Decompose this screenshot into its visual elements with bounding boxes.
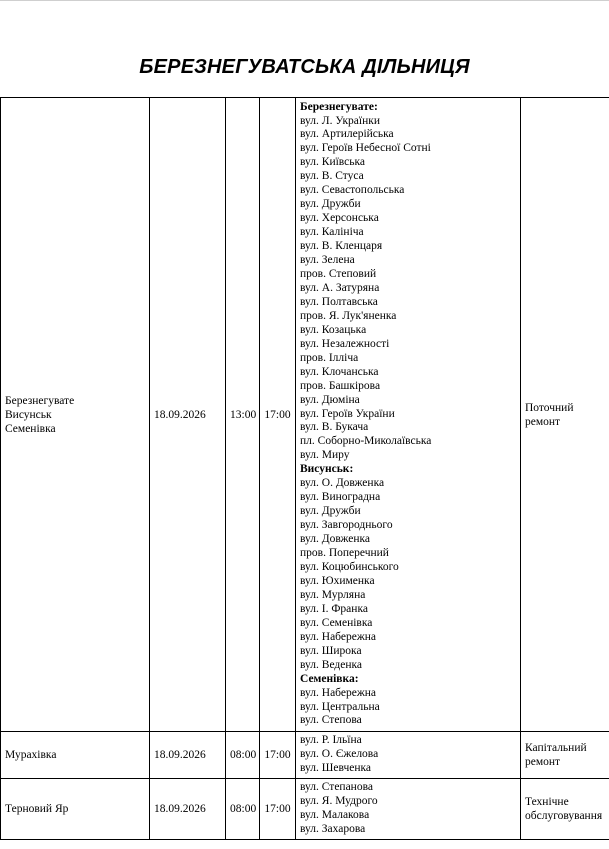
start-time-cell: 08:00 [226, 732, 260, 779]
street-item: вул. А. Затуряна [300, 281, 380, 294]
street-item: вул. Мурляна [300, 588, 366, 601]
end-time-cell: 17:00 [260, 732, 296, 779]
street-item: вул. В. Кленцаря [300, 240, 383, 253]
settlement-name: Семенівка [5, 422, 56, 435]
end-time-cell: 17:00 [260, 779, 296, 840]
street-item: пров. Я. Лук'яненка [300, 309, 397, 322]
streets-cell [296, 732, 521, 779]
street-item: вул. Калініча [300, 226, 364, 239]
street-item: вул. Малакова [300, 809, 370, 821]
date-cell: 18.09.2026 [150, 98, 226, 732]
street-item: вул. Зелена [300, 254, 355, 267]
outage-schedule-table [0, 97, 609, 840]
work-type-cell: Капітальний ремонт [521, 732, 609, 779]
settlements-cell [1, 779, 150, 840]
street-item: вул. Набережна [300, 686, 377, 699]
street-item: пров. Башкірова [300, 379, 381, 392]
street-item: пров. Ілліча [300, 351, 359, 364]
street-item: вул. Набережна [300, 630, 377, 643]
street-item: вул. Юхименка [300, 574, 375, 587]
street-item: вул. Херсонська [300, 212, 379, 225]
date-cell: 18.09.2026 [150, 732, 226, 779]
street-item: вул. Артилерійська [300, 128, 394, 141]
end-time-cell: 17:00 [260, 98, 296, 732]
settlement-block-heading: Висунськ : [300, 463, 516, 477]
settlements-cell [1, 98, 150, 732]
street-item: вул. О. Довженка [300, 477, 385, 490]
street-item: вул. Завгороднього [300, 519, 393, 532]
street-item: вул. Шевченка [300, 761, 372, 774]
street-item: вул. Севастопольська [300, 184, 405, 197]
work-type-cell: Поточний ремонт [521, 98, 609, 732]
street-item: вул. Полтавська [300, 295, 378, 308]
street-item: вул. Семенівка [300, 616, 373, 629]
street-item: вул. Степова [300, 714, 362, 727]
date-cell: 18.09.2026 [150, 779, 226, 840]
work-type-cell: Технічне обслуговування [521, 779, 609, 840]
page-title: БЕРЕЗНЕГУВАТСЬКА ДІЛЬНИЦЯ [139, 56, 470, 78]
street-item: вул. Центральна [300, 700, 380, 713]
street-item: пров. Поперечний [300, 547, 389, 560]
street-item: вул. Київська [300, 156, 366, 169]
street-item: вул. Л. Українки [300, 114, 380, 127]
settlement-name: Березнегувате [5, 394, 75, 407]
street-item: вул. Миру [300, 449, 350, 462]
street-item: вул. В. Стуса [300, 170, 364, 183]
streets-cell [296, 98, 521, 732]
street-item: вул. Незалежності [300, 337, 390, 350]
street-item: вул. В. Букача [300, 421, 369, 434]
street-item: вул. Дюміна [300, 393, 360, 406]
settlement-name: Терновий Яр [5, 803, 69, 815]
street-item: вул. Козацька [300, 323, 367, 336]
street-item: вул. Захарова [300, 822, 366, 835]
street-item: вул. І. Франка [300, 602, 368, 615]
street-item: вул. Широка [300, 644, 362, 657]
page-top-border [0, 0, 609, 1]
street-item: вул. Героїв України [300, 407, 395, 420]
street-item: вул. Степанова [300, 781, 373, 794]
settlement-block-heading: Семенівка : [300, 673, 516, 687]
start-time-cell: 08:00 [226, 779, 260, 840]
street-item: вул. Довженка [300, 533, 371, 546]
street-item: пл. Соборно-Миколаївська [300, 435, 432, 448]
table-row [1, 98, 609, 732]
streets-cell [296, 779, 521, 840]
street-item: вул. Клочанська [300, 365, 379, 378]
start-time-cell: 13:00 [226, 98, 260, 732]
table-row [1, 779, 609, 840]
street-item: вул. Дружби [300, 198, 361, 211]
street-item: вул. Я. Мудрого [300, 795, 378, 808]
street-item: вул. О. Єжелова [300, 748, 379, 761]
settlement-name: Висунськ [5, 408, 52, 421]
street-item: вул. Героїв Небесної Сотні [300, 142, 431, 155]
street-item: вул. Коцюбинського [300, 561, 399, 573]
street-item: вул. Виноградна [300, 491, 381, 504]
settlements-cell [1, 732, 150, 779]
settlement-name: Мурахівка [5, 749, 57, 761]
street-item: пров. Степовий [300, 267, 377, 280]
street-item: вул. Дружби [300, 505, 361, 518]
street-item: вул. Веденка [300, 658, 363, 671]
street-item: вул. Р. Ільїна [300, 734, 362, 747]
table-row [1, 732, 609, 779]
settlement-block-heading: Березнегувате : [300, 101, 516, 115]
